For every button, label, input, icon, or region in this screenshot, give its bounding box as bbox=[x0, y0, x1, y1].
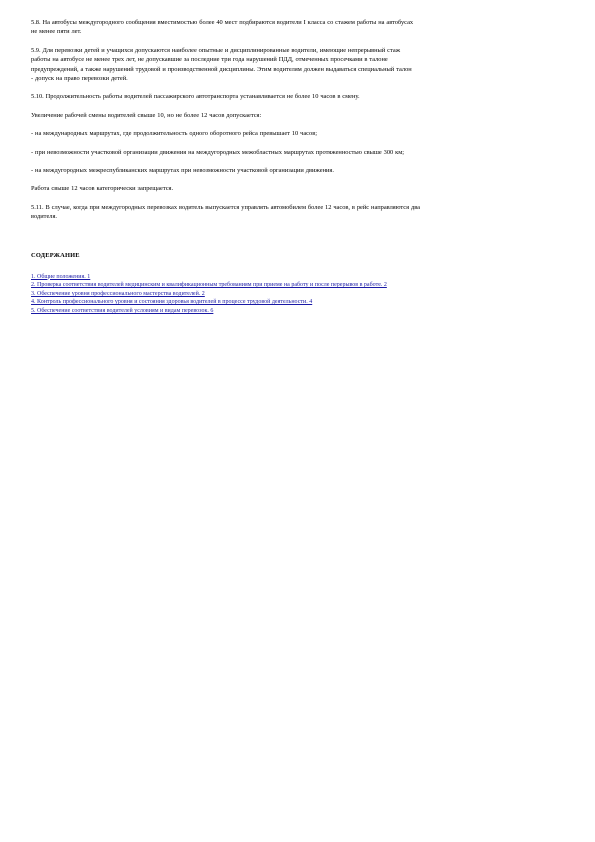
paragraph-line: 5.10. Продолжительность работы водителей пассажирского автотранспорта устанавливается не более 10 часов в смену. bbox=[31, 93, 360, 101]
paragraph bbox=[31, 92, 567, 101]
toc-link-5[interactable]: 5. Обеспечение соответствия водителей условиям и видам перевозок. 6 bbox=[31, 308, 214, 315]
toc-link-2[interactable]: 2. Проверка соответствия водителей медицинским и квалификационным требованиям при приеме на работу и после перерывов в работе. 2 bbox=[31, 282, 387, 289]
document-page bbox=[31, 18, 567, 316]
paragraph-line: 5.9. Для перевозки детей и учащихся допускаются наиболее опытные и дисциплинированные водители, имеющие непрерывный стаж bbox=[31, 46, 401, 54]
paragraph-line: работы на автобусе не менее трех лет, не допускавшие за последние три года нарушений ПДД, отмеченных просечками в талоне bbox=[31, 56, 388, 64]
paragraph bbox=[31, 46, 567, 84]
paragraph bbox=[31, 166, 567, 175]
paragraph-line: - на междугородных межреспубликанских маршрутах при невозможности участковой организации движения. bbox=[31, 167, 334, 175]
paragraph-line: предупреждений, а также нарушений трудовой и производственной дисциплины. Этим водителям должен выдаваться специальный талон bbox=[31, 65, 412, 73]
paragraph-line: Увеличение рабочей смены водителей свыше 10, но не более 12 часов допускается: bbox=[31, 111, 262, 119]
paragraph-line: 5.8. На автобусы междугородного сообщения вместимостью более 40 мест подбираются водители I класса со стажем работы на автобусах bbox=[31, 19, 414, 26]
toc-link-4[interactable]: 4. Контроль профессионального уровня и состояния здоровья водителей в процессе трудовой деятельности. 4 bbox=[31, 299, 313, 306]
paragraph bbox=[31, 129, 567, 138]
paragraph bbox=[31, 203, 567, 222]
toc-item bbox=[31, 307, 567, 316]
toc-item bbox=[31, 290, 567, 299]
paragraph-line: не менее пяти лет. bbox=[31, 28, 82, 36]
toc-heading: СОДЕРЖАНИЕ bbox=[31, 251, 80, 259]
paragraph bbox=[31, 184, 567, 193]
toc-item bbox=[31, 273, 567, 282]
toc-link-3[interactable]: 3. Обеспечение уровня профессионального мастерства водителей. 2 bbox=[31, 290, 205, 297]
toc-item bbox=[31, 281, 567, 290]
paragraph-line: водителя. bbox=[31, 213, 58, 221]
paragraph-line: - допуск на право перевозки детей. bbox=[31, 75, 128, 83]
toc-item bbox=[31, 298, 567, 307]
paragraph-line: - при невозможности участковой организации движения на междугородных межобластных маршрутах протяженностью свыше 300 км; bbox=[31, 148, 405, 156]
paragraph-line: 5.11. В случае, когда при междугородных перевозках водитель выпускается управлять автомобилем более 12 часов, в рейс направляются два bbox=[31, 203, 420, 211]
paragraph-line: Работа свыше 12 часов категорически запрещается. bbox=[31, 185, 174, 193]
toc-list bbox=[31, 273, 567, 316]
body-text bbox=[31, 18, 567, 222]
paragraph bbox=[31, 18, 567, 37]
paragraph bbox=[31, 111, 567, 120]
toc-link-1[interactable]: 1. Общие положения. 1 bbox=[31, 273, 91, 280]
paragraph bbox=[31, 148, 567, 157]
paragraph-line: - на международных маршрутах, где продолжительность одного оборотного рейса превышает 10 часов; bbox=[31, 130, 318, 138]
